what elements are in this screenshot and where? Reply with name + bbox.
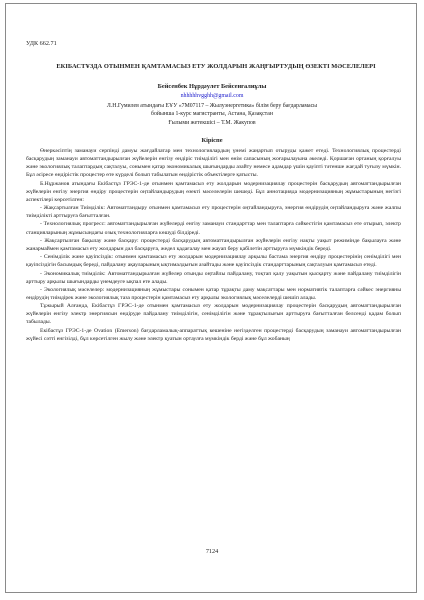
paragraph: - Технологиялық прогресс: автоматтандырылған жүйелерді енгізу заманауи стандарттар мен талаптарға сәйкестігін қамтамасыз ете отырып, электр станцияларының жұмысындағы озық технологияларға көшуді білдіреді.	[26, 221, 401, 236]
paragraph: - Экономикалық тиімділік: Автоматтандырылған жүйелер отынды оңтайлы пайдалану, тоқтап қалу уақытын қысқарту және пайдалану тиімділігін арттыру арқылы шығындарды үнемдеуге ықпал ете алады.	[26, 270, 401, 285]
affiliation-line: Ғылыми жетекшісі – Т.М. Жакупов	[168, 119, 256, 126]
affiliation-line: бойынша 1-курс магистранты, Астана, Қазақстан	[151, 111, 273, 118]
page-number: 7124	[205, 548, 219, 555]
section-heading: Кіріспе	[201, 137, 223, 144]
paragraph: Тұжырый Алғанда, Екібастұз ГРЭС-1-де отынмен қамтамасыз ету жолдарын модернизациялау процестерін басқарудың автоматтандырылған жүйелерін енгізу электр энергиясын өндіруде пайдалану тиімділігін, сенімділігін және тұрақтылығын арттыруға бағытталған белсенді қадам болып табылады.	[26, 303, 401, 326]
article-title: ЕКІБАСТҰЗДА ОТЫНМЕН ҚАМТАМАСЫЗ ЕТУ ЖОЛДАРЫН ЖАҢҒЫРТУДЫҢ ӨЗЕКТІ МӘСЕЛЕЛЕРІ	[56, 63, 376, 70]
article-body	[26, 147, 401, 343]
paragraph: Б.Нұржанов атындағы Екібастұз ГРЭС-1-де отынмен қамтамасыз ету жолдарын модернизациялау процестерін басқарудың автоматтандырылған жүйелерін енгізу энергия өндіру процестерін оңтайландырудың өзекті мәселелерін шешеді. Бұл аннотацияда модернизацияның жұмыстарының негізгі аспектілері көрсетілген:	[26, 180, 401, 203]
paragraph: - Жақсартылған бақылау және басқару: процестерді басқарудың автоматтандырылған жүйелерін енгізу нақты уақыт режимінде бақылауға және жанармаймен қамтамасыз ету жолдарын дәл басқаруға, жедел қадағалау мен жауап беру қабілетін арттыруға мүмкіндік береді.	[26, 237, 401, 252]
paragraph: Екібастұз ГРЭС-1-де Ovation (Emerson) бағдарламалық-аппараттық кешеніне негізделген процестерді басқарудың заманауи автоматтандырылған жүйесі сәтті енгізілді, бұл көрсетілген жылу және электр қуатын ортаулға мүмкіндік берді және бұл жобаның	[26, 327, 401, 342]
paragraph: - Сенімділік және қауіпсіздік: отынмен қамтамасыз ету жолдарын модернизациялау арқылы бастама энергия өндіру процестерінің сенімділігі мен қауіпсіздігін басымдық береді, пайдалану ақауларының ықтималдығын азайтады және қауіпсіздік стандарттарының сақталуын қамтамасыз етеді.	[26, 254, 401, 269]
paragraph: Өнеркәсіптің заманауи серпінді дамуы жағдайлатар мен технологиялардың үнемі жаңартып отыруды қажет етеді. Технологиялық процестерді басқарудың заманауи автоматтандырылған жүйелерін енгізу өндіріс тиімділігі мен өнім сапасының жоғарылауына әкеледі. Қоршаған ортаның қорғалуы және экологиялық талаптардың сақталуы, сонымен қатар экономикалық шығындарды азайту немесе адамдар үшін қауіпті тәтенше жағдай туғызу мүмкін. Бұл әсіресе өндірістік процестер өте күрделі болып табылатын өндірістік объектілерге қатысты.	[26, 148, 401, 179]
paragraph: - Жақсартылған Тиімділік: Автоматтандыру отынмен қамтамасыз ету процестерін оңтайландыруға, энергия өндірудің оңтайландыруға және жалпы тиімділікті арттыруға бағытталған.	[26, 205, 401, 220]
affiliation-line: Л.Н.Гумилев атындағы ЕҰУ «7М07117 – Жылуэнергетика» білім беру бағдарламасы	[106, 103, 318, 109]
affiliation-block	[46, 102, 378, 127]
document-page	[5, 3, 417, 593]
paragraph: - Экологиялық мәселелер: модернизацияның жұмыстары сонымен қатар тұрақты даму мақсаттары мен нормативтік талаптарға сәйкес энергияны өндірудің тиімдірек және экологиялық таза процестерін қамтамасыз ету арқылы экологиялық мәселелерді шешіп алады.	[26, 286, 401, 301]
author-name: Бейсенбек Нұрдәулет Бейсенғалиұлы	[157, 83, 267, 90]
author-email[interactable]: nhhhhhvgghh@gmail.com	[180, 93, 244, 99]
udk-code: УДК 662.71	[26, 40, 57, 47]
